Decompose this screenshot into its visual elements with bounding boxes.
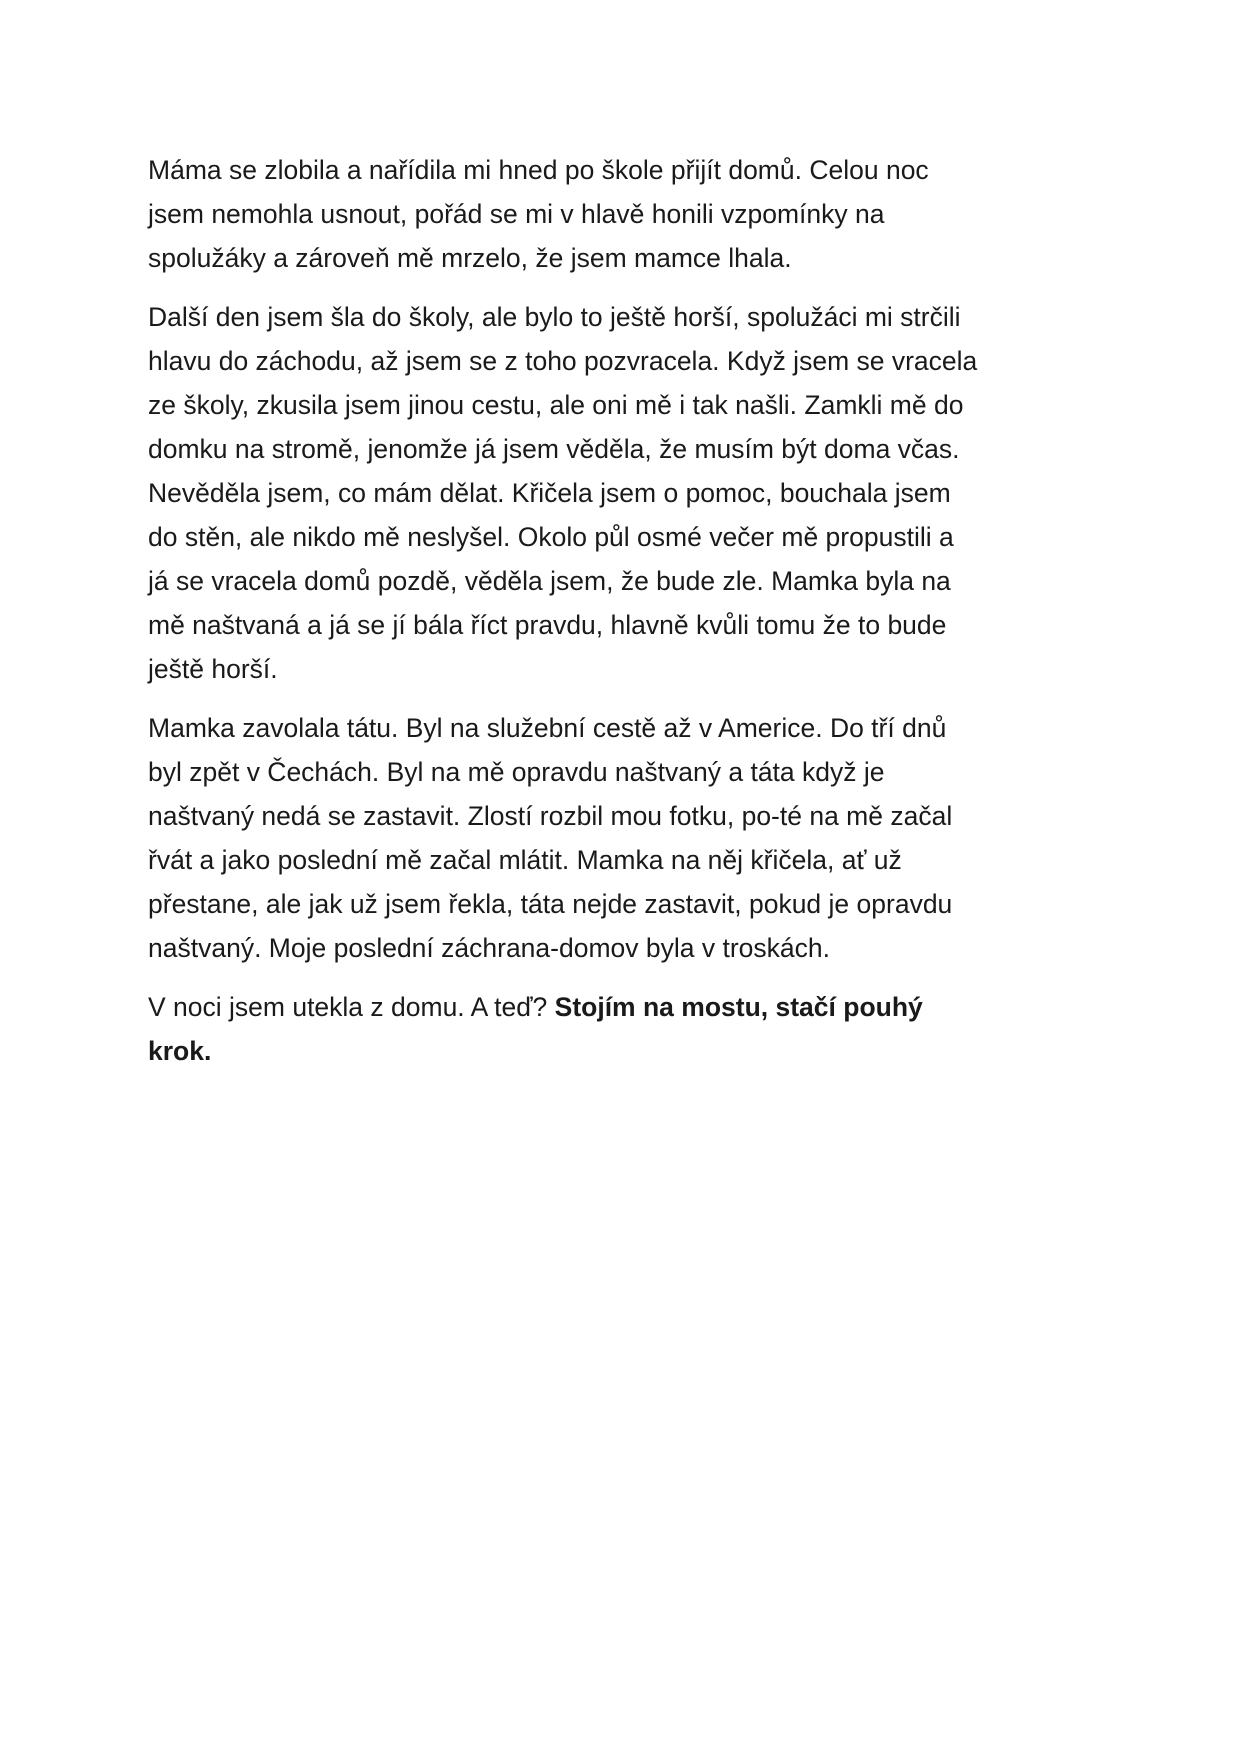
paragraph-1 bbox=[148, 148, 1098, 280]
text-line: ze školy, zkusila jsem jinou cestu, ale oni mě i tak našli. Zamkli mě do bbox=[148, 390, 964, 420]
closing-text: V noci jsem utekla z domu. A teď? bbox=[148, 992, 555, 1022]
paragraph-3 bbox=[148, 706, 1098, 970]
text-line bbox=[148, 985, 1098, 1029]
closing-emphasis: Stojím na mostu, stačí pouhý bbox=[554, 992, 923, 1022]
paragraph-4 bbox=[148, 985, 1098, 1073]
closing-emphasis-end: krok. bbox=[148, 1036, 212, 1066]
text-line: naštvaný nedá se zastavit. Zlostí rozbil mou fotku, po-té na mě začal bbox=[148, 801, 953, 831]
text-line: ještě horší. bbox=[148, 654, 278, 684]
text-line: naštvaný. Moje poslední záchrana-domov byla v troskách. bbox=[148, 933, 830, 963]
text-line: Nevěděla jsem, co mám dělat. Křičela jsem o pomoc, bouchala jsem bbox=[148, 478, 951, 508]
text-line: přestane, ale jak už jsem řekla, táta nejde zastavit, pokud je opravdu bbox=[148, 889, 953, 919]
text-line: Máma se zlobila a nařídila mi hned po škole přijít domů. Celou noc bbox=[148, 155, 929, 185]
text-line: byl zpět v Čechách. Byl na mě opravdu naštvaný a táta když je bbox=[148, 757, 885, 787]
text-line: do stěn, ale nikdo mě neslyšel. Okolo půl osmé večer mě propustili a bbox=[148, 522, 954, 552]
text-line: já se vracela domů pozdě, věděla jsem, že bude zle. Mamka byla na bbox=[148, 566, 951, 596]
text-line: domku na stromě, jenomže já jsem věděla, že musím být doma včas. bbox=[148, 434, 960, 464]
text-line: Mamka zavolala tátu. Byl na služební cestě až v Americe. Do tří dnů bbox=[148, 713, 947, 743]
paragraph-2 bbox=[148, 295, 1098, 691]
document-body bbox=[148, 148, 1098, 1088]
text-line: mě naštvaná a já se jí bála říct pravdu, hlavně kvůli tomu že to bude bbox=[148, 610, 947, 640]
text-line: jsem nemohla usnout, pořád se mi v hlavě honili vzpomínky na bbox=[148, 199, 885, 229]
text-line: spolužáky a zároveň mě mrzelo, že jsem mamce lhala. bbox=[148, 243, 792, 273]
text-line: Další den jsem šla do školy, ale bylo to ještě horší, spolužáci mi strčili bbox=[148, 302, 961, 332]
text-line: řvát a jako poslední mě začal mlátit. Mamka na něj křičela, ať už bbox=[148, 845, 902, 875]
text-line: hlavu do záchodu, až jsem se z toho pozvracela. Když jsem se vracela bbox=[148, 346, 978, 376]
